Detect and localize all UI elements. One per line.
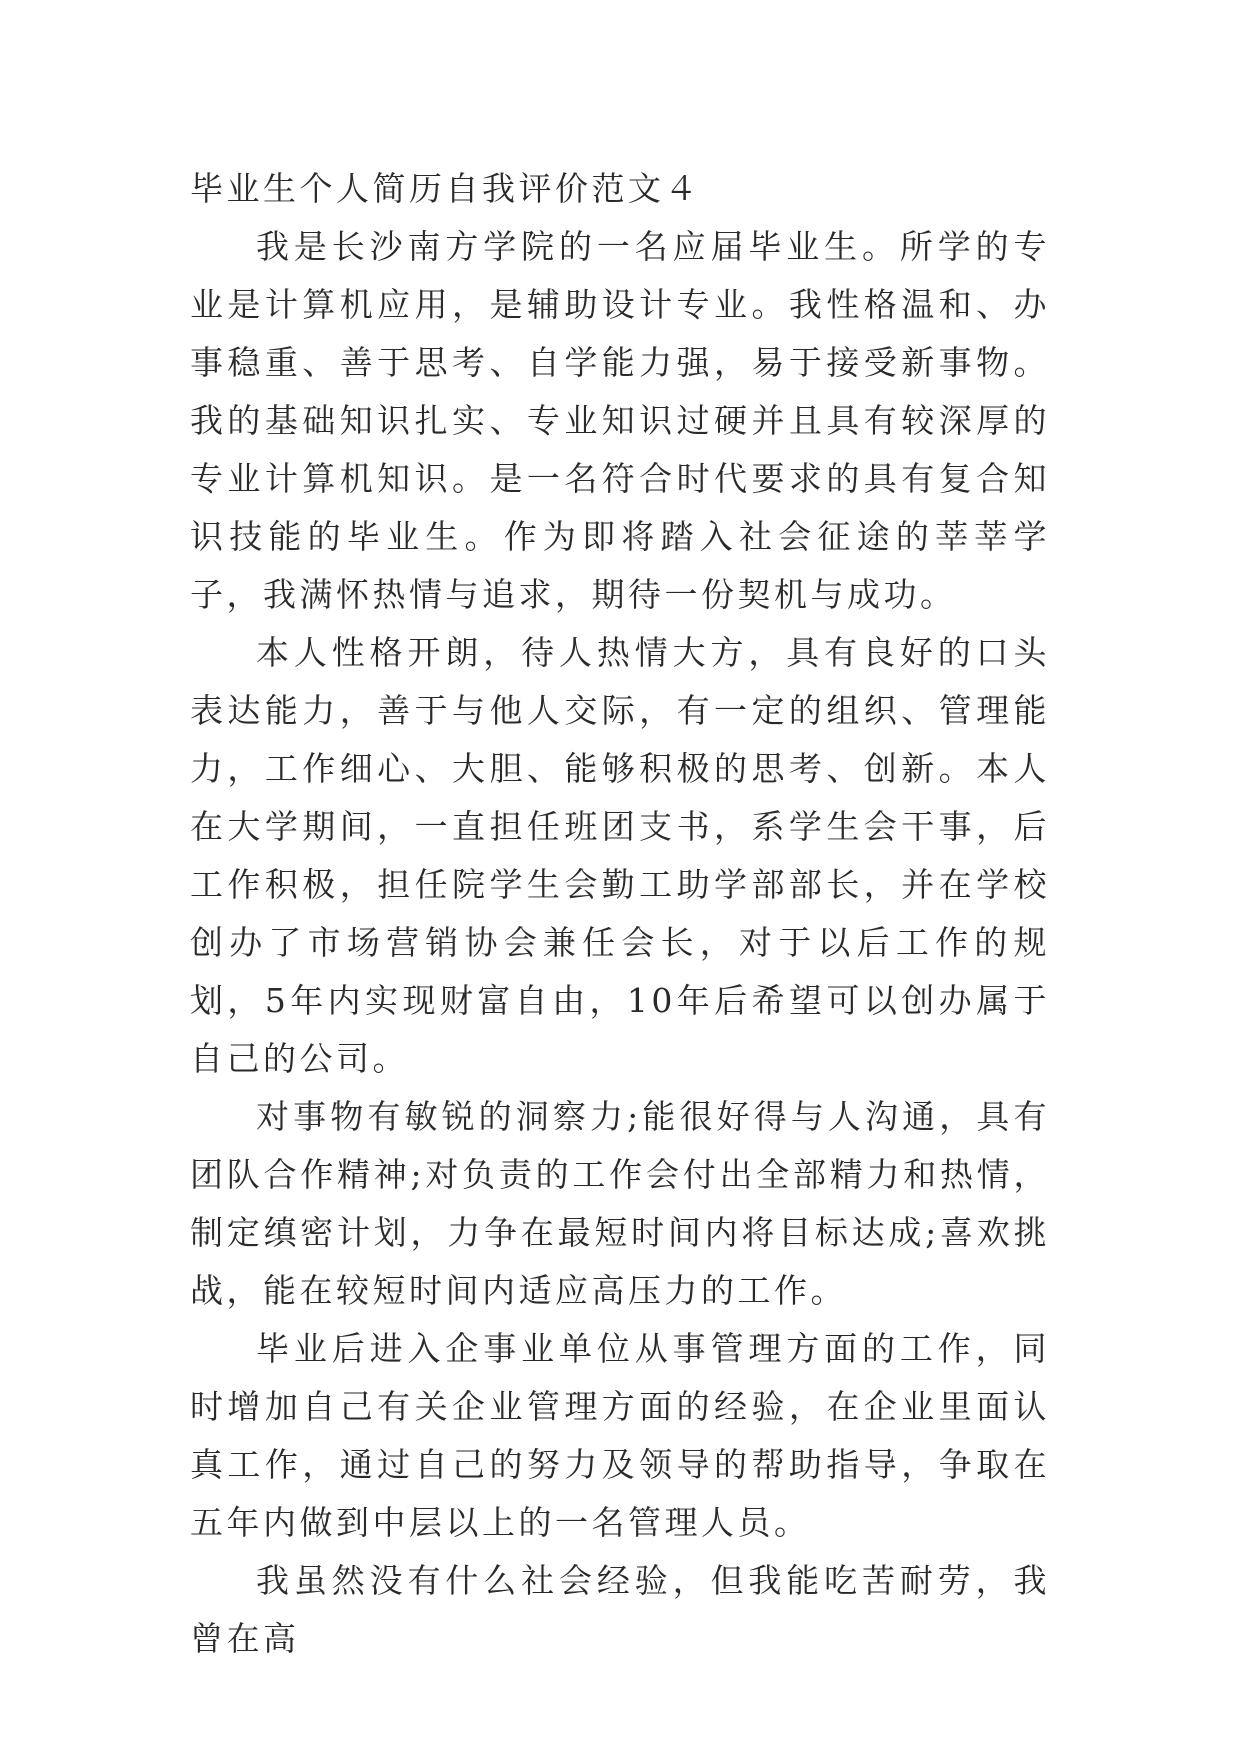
paragraph-4: 毕业后进入企事业单位从事管理方面的工作，同时增加自己有关企业管理方面的经验，在企业里面认真工作，通过自己的努力及领导的帮助指导，争取在五年内做到中层以上的一名管理人员。: [190, 1329, 1050, 1542]
document-body: [190, 160, 1050, 1668]
paragraph-5: 我虽然没有什么社会经验，但我能吃苦耐劳，我曾在高: [190, 1561, 1050, 1658]
paragraph-2: 本人性格开朗，待人热情大方，具有良好的口头表达能力，善于与他人交际，有一定的组织、管理能力，工作细心、大胆、能够积极的思考、创新。本人在大学期间，一直担任班团支书，系学生会干事，后工作积极，担任院学生会勤工助学部部长，并在学校创办了市场营销协会兼任会长，对于以后工作的规划，5年内实现财富自由，10年后希望可以创办属于自己的公司。: [190, 633, 1050, 1078]
document-title: 毕业生个人简历自我评价范文４: [190, 169, 701, 208]
paragraph-1: 我是长沙南方学院的一名应届毕业生。所学的专业是计算机应用，是辅助设计专业。我性格温和、办事稳重、善于思考、自学能力强，易于接受新事物。我的基础知识扎实、专业知识过硬并且具有较深厚的专业计算机知识。是一名符合时代要求的具有复合知识技能的毕业生。作为即将踏入社会征途的莘莘学子，我满怀热情与追求，期待一份契机与成功。: [190, 227, 1050, 614]
paragraph-3: 对事物有敏锐的洞察力;能很好得与人沟通，具有团队合作精神;对负责的工作会付出全部精力和热情，制定缜密计划，力争在最短时间内将目标达成;喜欢挑战，能在较短时间内适应高压力的工作。: [190, 1097, 1050, 1310]
